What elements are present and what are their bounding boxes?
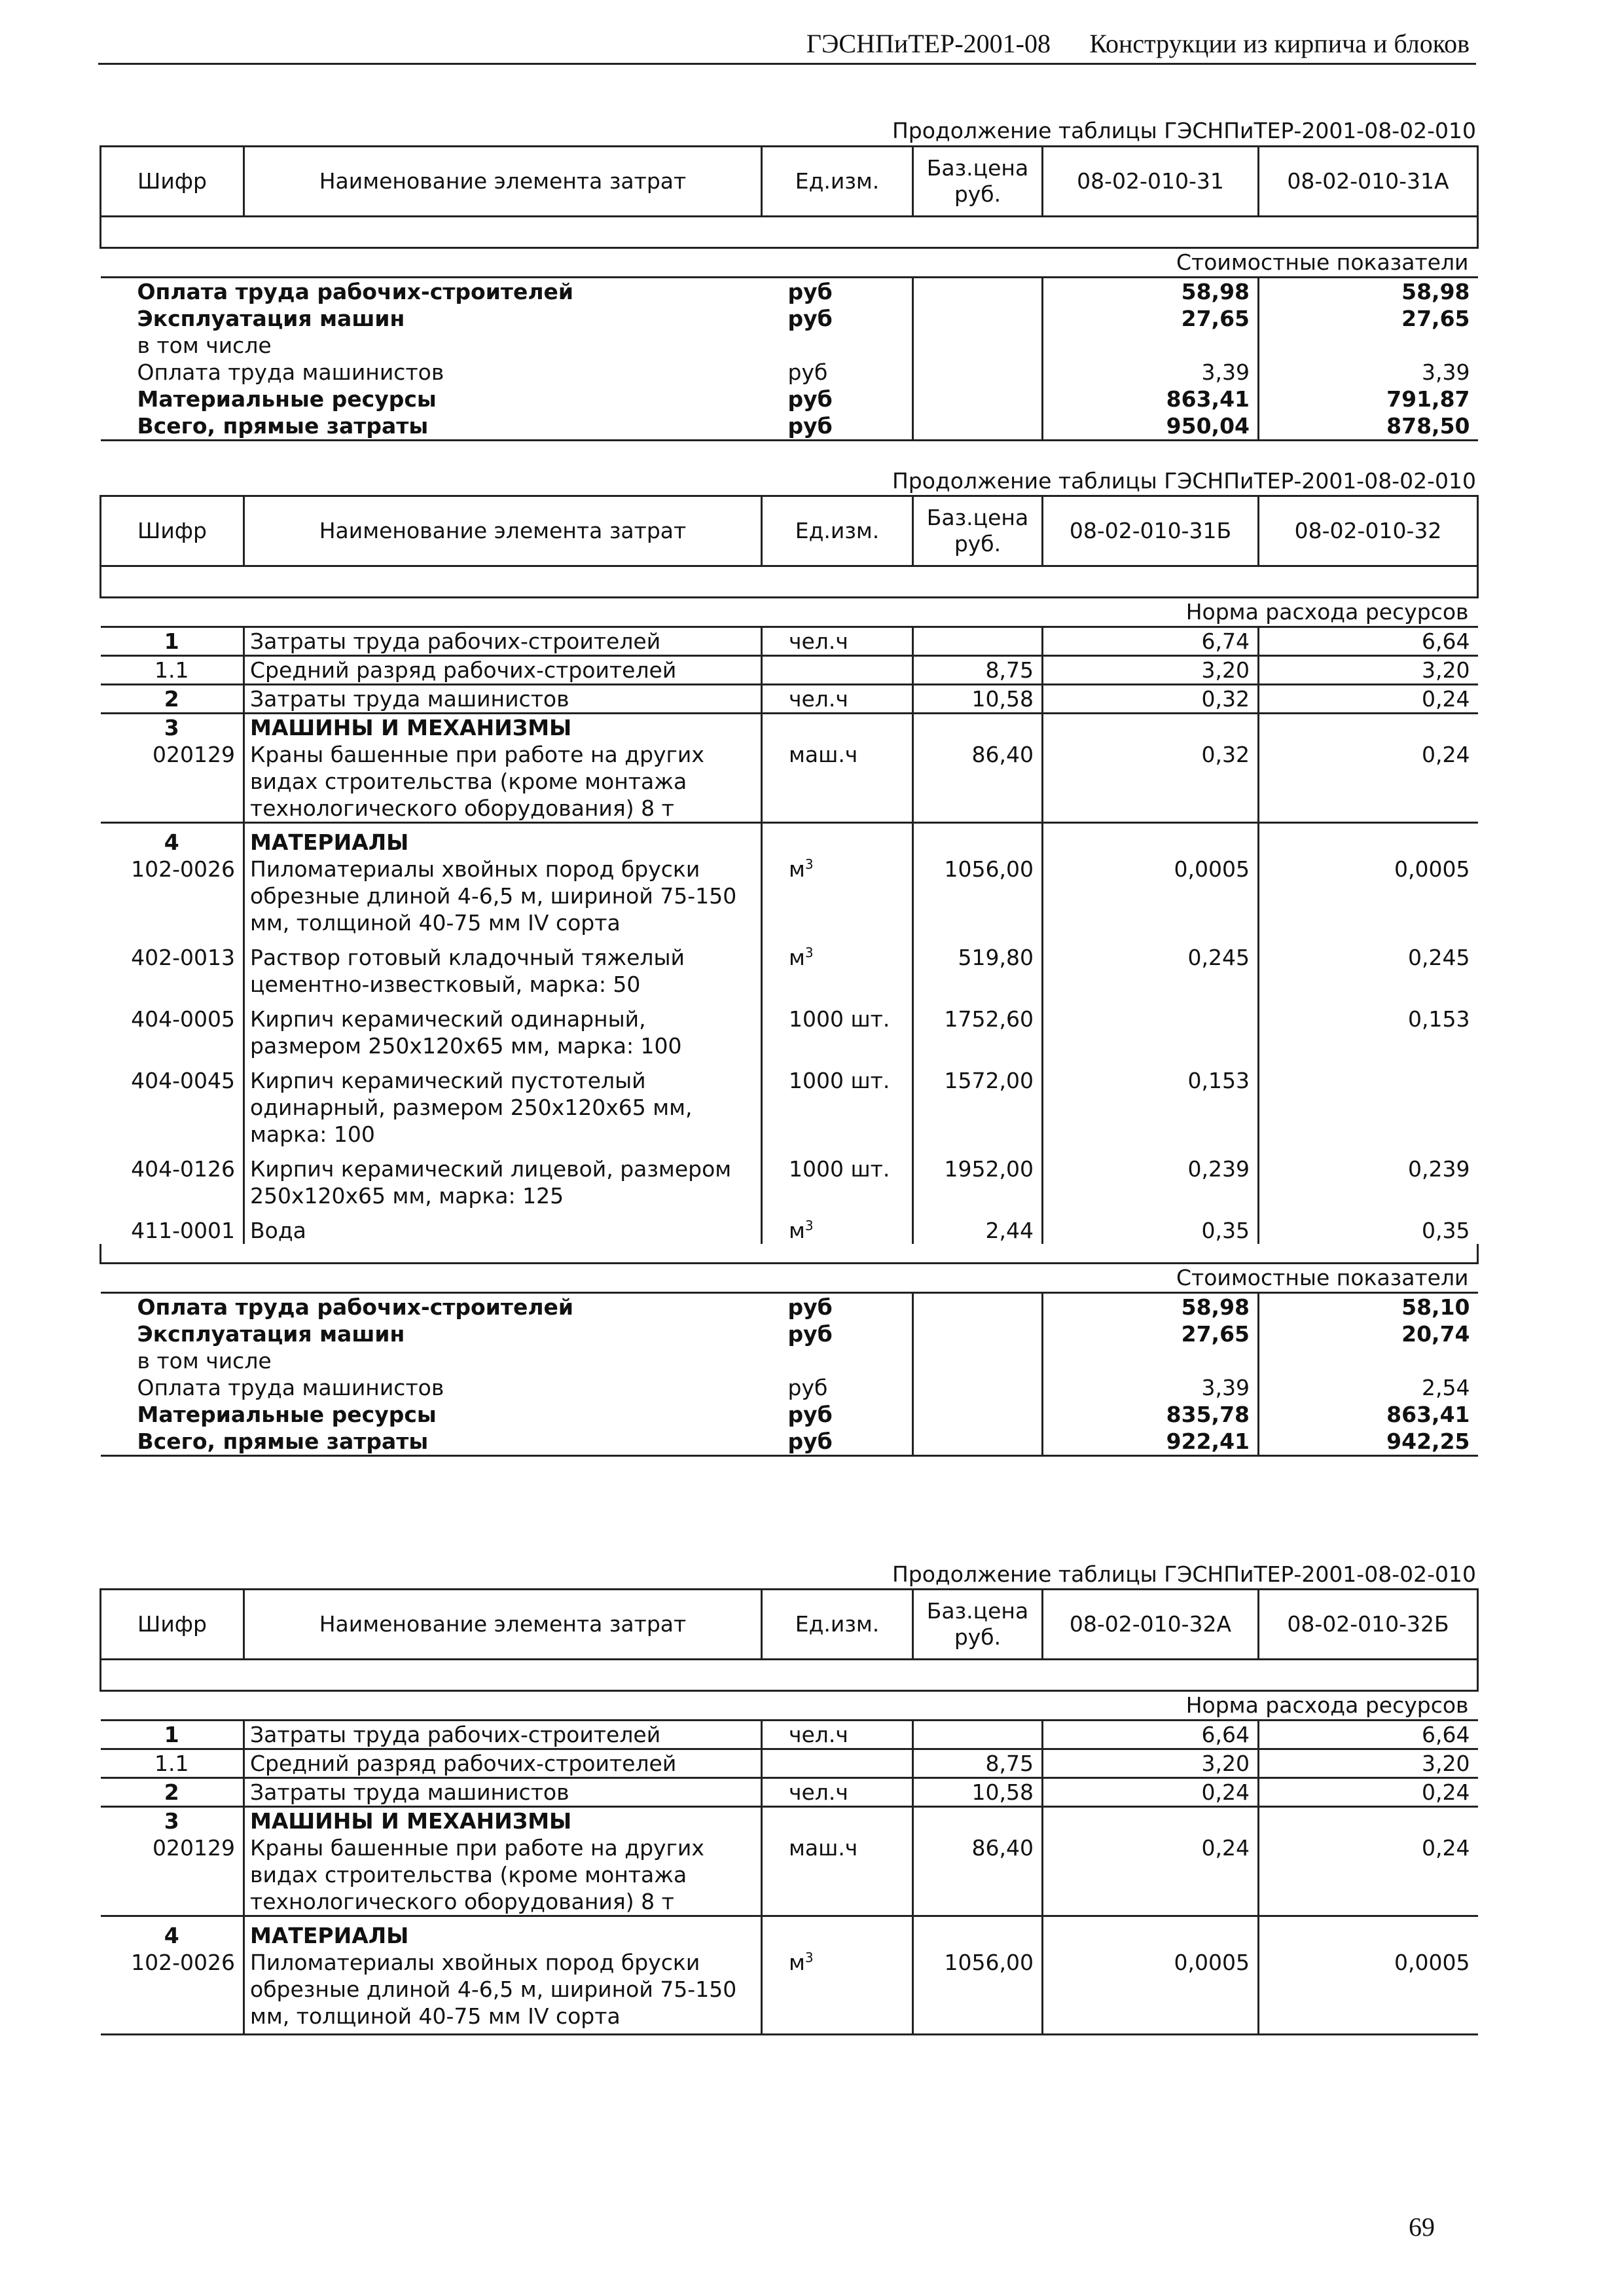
- table-row: 402-0013 Раствор готовый кладочный тяжелый цементно-известковый, марка: 50 $м^3$ 519,80 0,245 0,245: [101, 936, 1478, 998]
- summary-row: [101, 386, 1478, 412]
- header-code: Шифр: [101, 147, 244, 217]
- summary-label: Эксплуатация машин: [137, 306, 405, 331]
- document-code: ГЭСНПиТЕР-2001-08: [806, 29, 1051, 58]
- header-col-b: 08-02-010-31А: [1259, 147, 1478, 217]
- table-row: 404-0045 Кирпич керамический пустотелый одинарный, размером 250х120х65 мм, марка: 100 1000 шт. 1572,00 0,153: [101, 1059, 1478, 1148]
- summary-row: Оплата труда рабочих-строителей руб 58,98 58,10: [101, 1293, 1478, 1321]
- summary-row: [101, 305, 1478, 332]
- summary-value: 27,65: [1043, 305, 1259, 332]
- table-caption: Продолжение таблицы ГЭСНПиТЕР-2001-08-02-010: [892, 1561, 1476, 1587]
- table-row: 1.1 Средний разряд рабочих-строителей 8,75 3,20 3,20: [101, 656, 1478, 685]
- header-unit: Ед.изм.: [762, 496, 913, 566]
- summary-unit: руб: [762, 278, 913, 306]
- summary-value: 863,41: [1043, 386, 1259, 412]
- cost-table-1: [99, 145, 1479, 441]
- section-row: 4 МАТЕРИАЛЫ: [101, 823, 1478, 856]
- summary-value: 58,98: [1043, 278, 1259, 306]
- table-row: 020129 Краны башенные при работе на других видах строительства (кроме монтажа технологического оборудования) 8 т маш.ч 86,40 0,32 0,24: [101, 741, 1478, 823]
- table-row: 1.1 Средний разряд рабочих-строителей 8,75 3,20 3,20: [101, 1749, 1478, 1778]
- summary-unit: руб: [762, 305, 913, 332]
- summary-row: [101, 332, 1478, 359]
- section-row: 3 МАШИНЫ И МЕХАНИЗМЫ: [101, 714, 1478, 742]
- summary-label: Оплата труда машинистов: [137, 359, 444, 385]
- summary-label: Материальные ресурсы: [137, 386, 437, 412]
- summary-unit: руб: [762, 359, 913, 386]
- header-col-a: 08-02-010-31Б: [1043, 496, 1259, 566]
- cost-band-label: Стоимостные показатели: [101, 1264, 1478, 1293]
- header-name: Наименование элемента затрат: [244, 496, 762, 566]
- header-price: Баз.цена руб.: [913, 147, 1043, 217]
- table-row: 102-0026 Пиломатериалы хвойных пород бруски обрезные длиной 4-6,5 м, шириной 75-150 мм, толщиной 40-75 мм IV сорта $м^3$ 1056,00 0,0005 0,0005: [101, 856, 1478, 936]
- header-name: Наименование элемента затрат: [244, 147, 762, 217]
- table-row: 2 Затраты труда машинистов чел.ч 10,58 0,32 0,24: [101, 685, 1478, 714]
- norm-band-label: Норма расхода ресурсов: [101, 1691, 1478, 1721]
- table-row: 1 Затраты труда рабочих-строителей чел.ч 6,74 6,64: [101, 627, 1478, 656]
- summary-row: Эксплуатация машин руб 27,65 20,74: [137, 1321, 1470, 1347]
- cost-table-3: [99, 1588, 1479, 2035]
- header-price: Баз.цена руб.: [913, 1590, 1043, 1660]
- table-header-row: [101, 496, 1478, 566]
- header-unit: Ед.изм.: [762, 147, 913, 217]
- table-caption: Продолжение таблицы ГЭСНПиТЕР-2001-08-02-010: [892, 118, 1476, 143]
- header-code: Шифр: [101, 1590, 244, 1660]
- summary-row: Материальные ресурсы руб 835,78 863,41: [137, 1402, 1470, 1427]
- summary-label: Всего, прямые затраты: [101, 412, 762, 441]
- table-row: 404-0126 Кирпич керамический лицевой, размером 250х120х65 мм, марка: 125 1000 шт. 1952,00 0,239 0,239: [101, 1148, 1478, 1209]
- section-row: 3 МАШИНЫ И МЕХАНИЗМЫ: [101, 1807, 1478, 1835]
- table-row: 2 Затраты труда машинистов чел.ч 10,58 0,24 0,24: [101, 1778, 1478, 1807]
- summary-value: 950,04: [1043, 412, 1259, 441]
- table-row: 411-0001 Вода $м^3$ 2,44 0,35 0,35: [101, 1209, 1478, 1244]
- document-title: Конструкции из кирпича и блоков: [1089, 29, 1470, 58]
- page-number: 69: [1409, 2212, 1435, 2242]
- header-price: Баз.цена руб.: [913, 496, 1043, 566]
- cost-band-label: Стоимостные показатели: [101, 248, 1478, 278]
- summary-value: 3,39: [1422, 359, 1470, 385]
- running-header: [98, 25, 1476, 65]
- table-row: 102-0026 Пиломатериалы хвойных пород бруски обрезные длиной 4-6,5 м, шириной 75-150 мм, толщиной 40-75 мм IV сорта $м^3$ 1056,00 0,0005 0,0005: [101, 1949, 1478, 2035]
- header-code: Шифр: [101, 496, 244, 566]
- cost-table-2: [99, 495, 1479, 1457]
- summary-value: 878,50: [1259, 412, 1478, 441]
- summary-row: [101, 359, 1478, 386]
- table-header-row: [101, 147, 1478, 217]
- section-row: 4 МАТЕРИАЛЫ: [101, 1916, 1478, 1950]
- summary-row: [101, 278, 1478, 306]
- header-col-a: 08-02-010-31: [1043, 147, 1259, 217]
- table-caption: Продолжение таблицы ГЭСНПиТЕР-2001-08-02-010: [892, 468, 1476, 494]
- summary-unit: руб: [762, 386, 913, 412]
- header-col-a: 08-02-010-32А: [1043, 1590, 1259, 1660]
- summary-row-total: [101, 412, 1478, 441]
- summary-value: 3,39: [1043, 359, 1259, 386]
- summary-value: 27,65: [1401, 306, 1470, 331]
- header-unit: Ед.изм.: [762, 1590, 913, 1660]
- table-row: 1 Затраты труда рабочих-строителей чел.ч 6,64 6,64: [101, 1721, 1478, 1749]
- table-row: 020129 Краны башенные при работе на других видах строительства (кроме монтажа технологического оборудования) 8 т маш.ч 86,40 0,24 0,24: [101, 1834, 1478, 1916]
- summary-label: в том числе: [137, 333, 272, 358]
- summary-row-total: Всего, прямые затраты руб 922,41 942,25: [101, 1428, 1478, 1456]
- header-name: Наименование элемента затрат: [244, 1590, 762, 1660]
- summary-row: Оплата труда машинистов руб 3,39 2,54: [137, 1375, 1470, 1400]
- norm-band-label: Норма расхода ресурсов: [101, 598, 1478, 627]
- summary-value: 58,98: [1401, 279, 1470, 304]
- summary-unit: руб: [762, 412, 913, 441]
- summary-label: Оплата труда рабочих-строителей: [137, 279, 573, 304]
- header-col-b: 08-02-010-32: [1259, 496, 1478, 566]
- summary-value: 791,87: [1386, 386, 1470, 412]
- table-row: 404-0005 Кирпич керамический одинарный, размером 250х120х65 мм, марка: 100 1000 шт. 1752,60 0,153: [101, 998, 1478, 1059]
- header-col-b: 08-02-010-32Б: [1259, 1590, 1478, 1660]
- table-header-row: [101, 1590, 1478, 1660]
- summary-row: в том числе: [101, 1347, 1478, 1374]
